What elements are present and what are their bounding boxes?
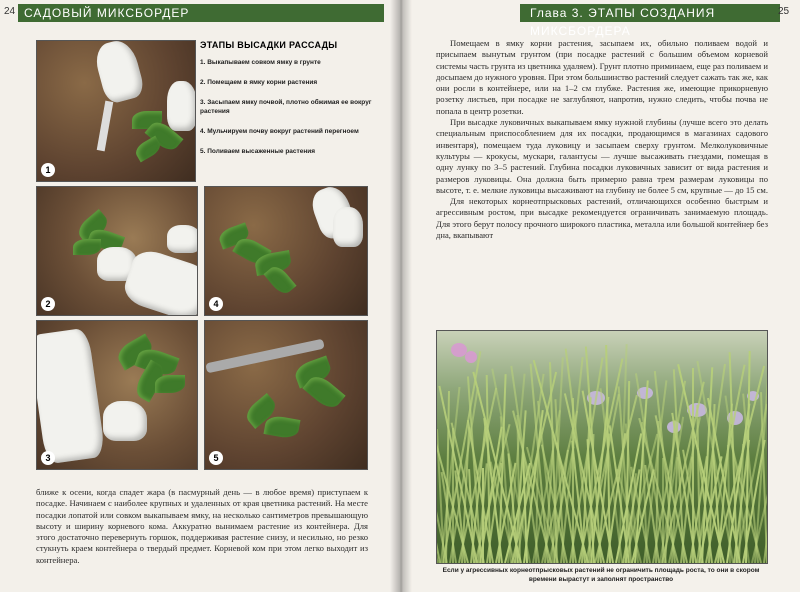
planting-steps bbox=[200, 40, 390, 167]
steps-title: ЭТАПЫ ВЫСАДКИ РАССАДЫ bbox=[200, 40, 338, 50]
step-item: 5. Поливаем высаженные растения bbox=[200, 148, 316, 155]
left-body-text bbox=[36, 487, 368, 566]
step-photo-2 bbox=[36, 186, 198, 316]
trowel-image bbox=[97, 101, 114, 152]
right-page-number: 25 bbox=[778, 6, 790, 17]
step-photo-5 bbox=[204, 320, 368, 470]
step-item: 4. Мульчируем почву вокруг растений перегноем bbox=[200, 128, 359, 135]
plant-leaf bbox=[73, 239, 101, 255]
step-item: 3. Засыпаем ямку почвой, плотно обжимая ее вокруг растения bbox=[200, 99, 372, 115]
book-gutter bbox=[390, 0, 412, 592]
photo-number-badge: 2 bbox=[41, 297, 55, 311]
paragraph: Для некоторых корнеотпрысковых растений, отличающихся особенно быстрым и агрессивным ростом, при высадке рекомендуется ограничивать занимаемую площадь. Для этого берут полосу прочного широкого пластика, металла или большой контейнер без дна, вкапывают bbox=[436, 196, 768, 241]
step-photo-4 bbox=[204, 186, 368, 316]
glove-image bbox=[92, 40, 146, 105]
step-item: 2. Помещаем в ямку корни растения bbox=[200, 79, 318, 86]
paragraph: Помещаем в ямку корни растения, засыпаем их, обильно поливаем водой и присыпаем вынутым грунтом (при посадке растений с большим объемом корневой системы часть грунта из цветника удаляем). Грунт плотно приминаем, еще раз поливаем и досыпаем до нужного уровня. При этом большинство растений следует сажать так же, как они росли в контейнере, или на 1–2 см глубже. Растения же, имеющие прикорневую розетку листьев, при посадке не заглубляют, напротив, нужно следить, чтобы почва не попала в центр розетки. bbox=[436, 38, 768, 116]
paragraph: ближе к осени, когда спадет жара (в пасмурный день — в любое время) приступаем к посадке. Начинаем с наиболее крупных и удаленных от края цветника растений. На месте посадки лопатой или совком выкапываем ямку, на несколько сантиметров превышающую высоту и ширину корневого кома. Аккуратно вынимаем растение из контейнера. Для этого достаточно перевернуть горшок, поддерживая растение снизу, и несильно, но резко стукнуть краем контейнера о твердый предмет. Корневой ком при этом легко выходит из контейнера. bbox=[36, 487, 368, 565]
step-photo-1 bbox=[36, 40, 196, 182]
right-body-text bbox=[436, 38, 768, 241]
glove-image bbox=[36, 327, 106, 464]
grass-blade bbox=[482, 468, 484, 563]
left-running-header: САДОВЫЙ МИКСБОРДЕР bbox=[18, 4, 384, 22]
photo-number-badge: 1 bbox=[41, 163, 55, 177]
ornamental-grass-photo bbox=[436, 330, 768, 564]
step-photo-3 bbox=[36, 320, 198, 470]
plant-leaf bbox=[155, 375, 185, 393]
flower bbox=[465, 351, 477, 363]
photo-caption: Если у агрессивных корнеотпрысковых растений не ограничить площадь роста, то они в скором времени вырастут и заполнят пространство bbox=[442, 567, 760, 583]
plant-leaf bbox=[264, 414, 301, 440]
photo-number-badge: 3 bbox=[41, 451, 55, 465]
paragraph: При высадке луковичных выкапываем ямку нужной глубины (лучше всего это делать специальным приспособлением для их посадки, продающимся в магазинах садового инвентаря), помещаем туда луковицу и засыпаем сверху грунтом. Мелколуковичные культуры — крокусы, мускари, галантусы — лучше высаживать гнездами, помещая в одну лунку по 3–5 растений. Глубина посадки луковичных зависит от вида растения и размеров луковицы. Она должна быть примерно равна трем размерам луковицы по высоте, т. е. мелкие луковицы высаживают на глубину не более 5 см, крупные — до 15 см. bbox=[436, 117, 768, 195]
glove-image bbox=[333, 207, 363, 247]
photo-number-badge: 4 bbox=[209, 297, 223, 311]
left-page-number: 24 bbox=[4, 6, 16, 17]
photo-number-badge: 5 bbox=[209, 451, 223, 465]
glove-image bbox=[167, 81, 196, 131]
glove-image bbox=[103, 401, 147, 441]
right-running-header: Глава 3. ЭТАПЫ СОЗДАНИЯ МИКСБОРДЕРА bbox=[520, 4, 780, 22]
step-item: 1. Выкапываем совком ямку в грунте bbox=[200, 59, 321, 66]
glove-image bbox=[167, 225, 198, 253]
